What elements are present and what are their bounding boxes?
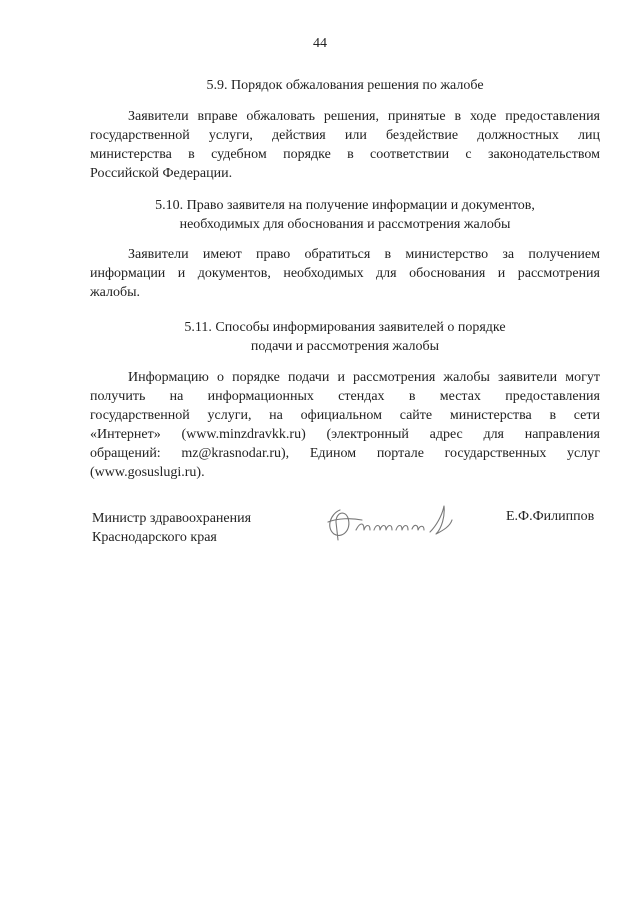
paragraph-line: государственной услуги, действия или бездействие должностных лиц bbox=[90, 128, 600, 143]
paragraph-line: обращений: mz@krasnodar.ru), Едином портале государственных услуг bbox=[90, 446, 600, 461]
position-line: Краснодарского края bbox=[92, 530, 217, 545]
page-number: 44 bbox=[313, 36, 327, 51]
heading-line: необходимых для обоснования и рассмотрения жалобы bbox=[179, 217, 511, 232]
section-5-9-paragraph bbox=[90, 107, 600, 183]
paragraph-line: «Интернет» (www.minzdravkk.ru) (электронный адрес для направления bbox=[90, 427, 600, 442]
section-5-11-paragraph bbox=[90, 368, 600, 482]
paragraph-line: получить на информационных стендах в местах предоставления bbox=[90, 389, 600, 404]
paragraph-line: (www.gosuslugi.ru). bbox=[90, 465, 205, 480]
position-line: Министр здравоохранения bbox=[92, 511, 252, 526]
handwritten-signature bbox=[318, 496, 468, 546]
signatory-position bbox=[92, 509, 251, 547]
paragraph-line: жалобы. bbox=[90, 285, 141, 300]
heading-line: 5.11. Способы информирования заявителей о порядке bbox=[184, 320, 506, 335]
paragraph-line: Заявители вправе обжаловать решения, принятые в ходе предоставления bbox=[128, 109, 600, 124]
signatory-name: Е.Ф.Филиппов bbox=[506, 509, 595, 524]
paragraph-line: Информацию о порядке подачи и рассмотрения жалобы заявители могут bbox=[128, 370, 600, 385]
section-5-10-heading bbox=[90, 196, 600, 234]
paragraph-line: Российской Федерации. bbox=[90, 166, 233, 181]
section-5-11-heading bbox=[90, 318, 600, 356]
section-5-9-heading: 5.9. Порядок обжалования решения по жалобе bbox=[206, 78, 484, 93]
section-5-10-paragraph bbox=[90, 245, 600, 302]
paragraph-line: Заявители имеют право обратиться в министерство за получением bbox=[128, 247, 600, 262]
paragraph-line: государственной услуги, на официальном сайте министерства в сети bbox=[90, 408, 600, 423]
heading-line: 5.10. Право заявителя на получение информации и документов, bbox=[155, 198, 535, 213]
heading-line: подачи и рассмотрения жалобы bbox=[250, 339, 440, 354]
paragraph-line: министерства в судебном порядке в соответствии с законодательством bbox=[90, 147, 600, 162]
paragraph-line: информации и документов, необходимых для обоснования и рассмотрения bbox=[90, 266, 600, 281]
